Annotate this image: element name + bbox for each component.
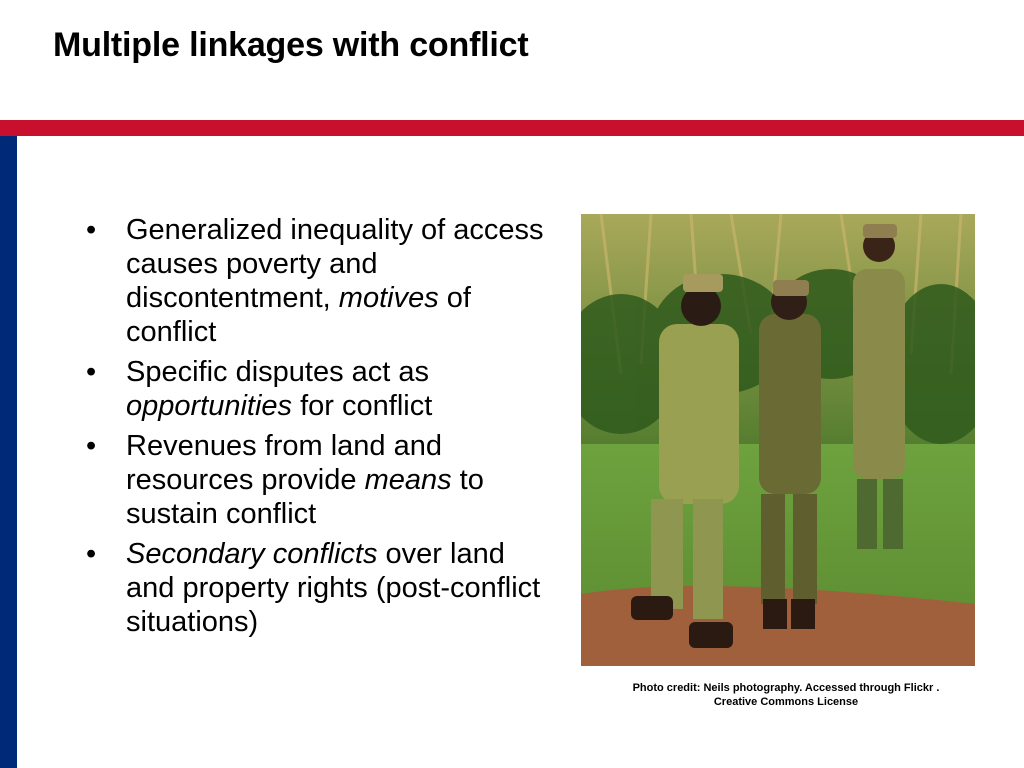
bullet-text: Specific disputes act as bbox=[126, 356, 430, 388]
photo-credit bbox=[581, 681, 991, 709]
bullet-emphasis: Secondary conflicts bbox=[126, 538, 378, 570]
bullet-list bbox=[86, 213, 546, 645]
bullet-item: • Specific disputes act as opportunities for conflict bbox=[86, 356, 433, 422]
bullet-text: over land and property rights (post-conflict situations) bbox=[126, 538, 541, 638]
bullet-emphasis: motives bbox=[338, 282, 439, 314]
bullet-item: • Generalized inequality of access causes poverty and discontentment, motives of conflict bbox=[86, 214, 544, 348]
accent-bar bbox=[0, 120, 1024, 136]
bullet-item: • Revenues from land and resources provide means to sustain conflict bbox=[86, 430, 484, 530]
slide-title: Multiple linkages with conflict bbox=[53, 26, 529, 64]
bullet-text: of conflict bbox=[126, 282, 471, 348]
bullet-text: Revenues from land and resources provide bbox=[126, 430, 442, 496]
photo-credit-line2: Creative Commons License bbox=[713, 696, 859, 708]
bullet-text: for conflict bbox=[292, 390, 433, 422]
soldiers-photo bbox=[581, 214, 975, 666]
photo-illustration bbox=[581, 214, 975, 666]
bullet-emphasis: opportunities bbox=[126, 390, 293, 422]
photo-credit-line1: Photo credit: Neils photography. Accessed through Flickr . bbox=[632, 682, 940, 694]
bullet-text: Generalized inequality of access causes poverty and discontentment, bbox=[126, 214, 544, 314]
bullet-item: • Secondary conflicts over land and property rights (post-conflict situations) bbox=[86, 538, 541, 638]
side-bar bbox=[0, 136, 17, 768]
bullet-text: to sustain conflict bbox=[126, 464, 484, 530]
bullet-emphasis: means bbox=[364, 464, 452, 496]
